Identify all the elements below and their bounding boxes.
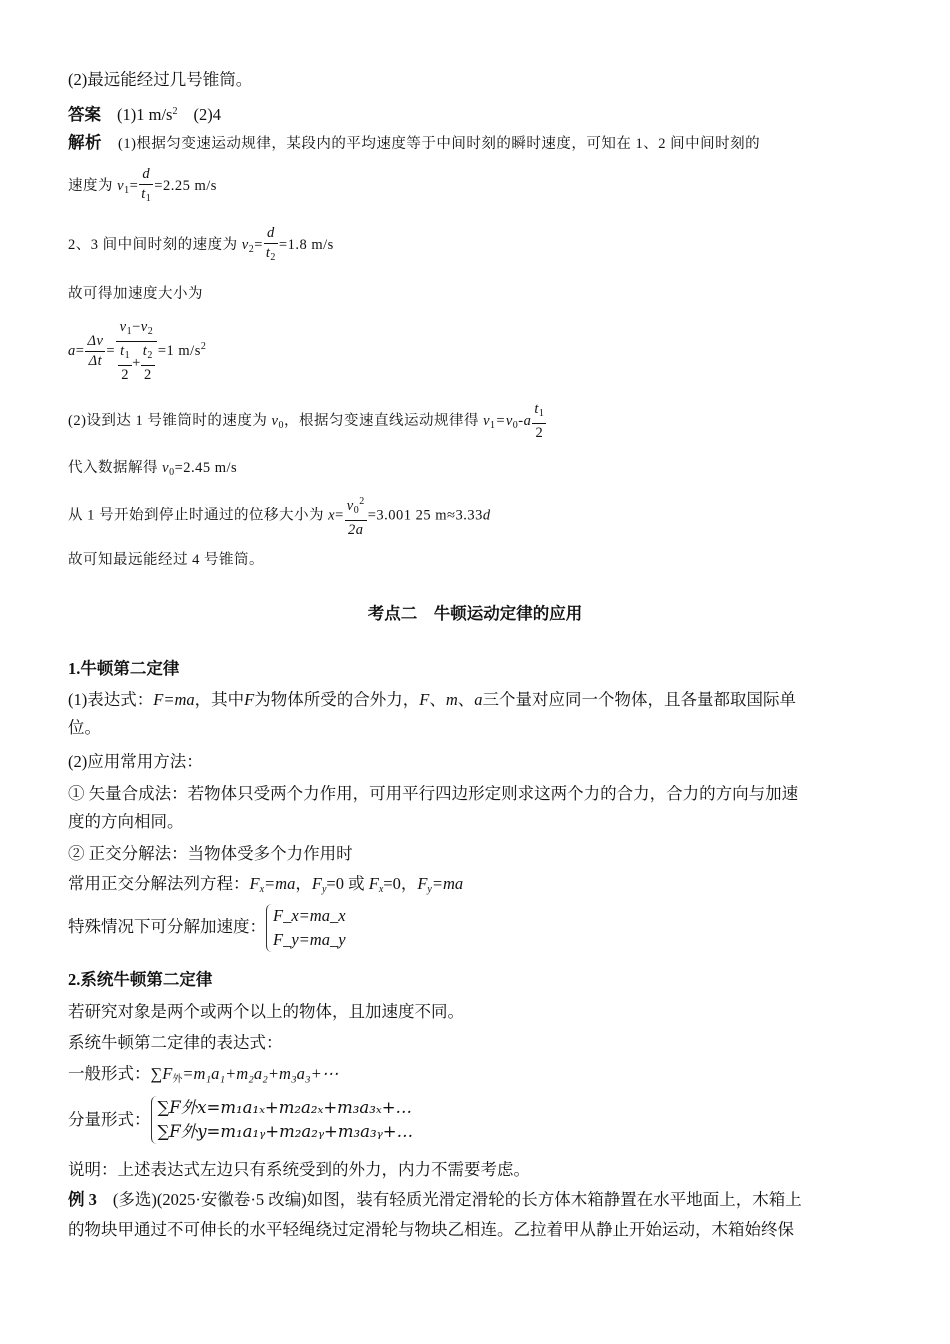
analysis-line-1: 解析 (1)根据匀变速运动规律，某段内的平均速度等于中间时刻的瞬时速度，可知在 1、2 间中间时刻的 xyxy=(68,133,761,152)
fraction-d-t2: $\frac{d}{t_2}$ xyxy=(265,225,276,263)
orthogonal-equations: 常用正交分解法列方程：$F_x=ma$，$F_y=0$ 或 $F_x=0$，$F_y=ma$ xyxy=(68,874,464,895)
component-form: 分量形式： ∑F外x=m₁a₁ₓ+m₂a₂ₓ+m₃a₃ₓ+… ∑F外y=m₁a₁ᵧ+m₂a₂ᵧ+m₃a₃ᵧ+… xyxy=(68,1096,890,1144)
system-line-2: 系统牛顿第二定律的表达式： xyxy=(68,1033,283,1052)
special-eq-x: F_x=ma_x xyxy=(273,906,346,925)
method-heading: (2)应用常用方法： xyxy=(68,752,203,771)
conclusion: 故可知最远能经过 4 号锥筒。 xyxy=(68,552,264,568)
answer-line: 答案 (1)1 $m/s^2$ (2)4 xyxy=(68,105,221,124)
expression-line: (1)表达式：F=ma，其中F为物体所受的合外力，F、m、a三个量对应同一个物体，且各量都取国际单 xyxy=(68,690,797,709)
fraction-accel: $v_1-v_2$ $\frac{t_1}{2}$ + $\frac{t_2}{2}$ xyxy=(116,318,157,385)
example-label: 例 3 xyxy=(68,1190,97,1209)
v1-formula: 速度为 $v_1=$ $\frac{d}{t_1}$ =2.25 m/s xyxy=(68,165,890,208)
question-part-2: (2)最远能经过几号锥筒。 xyxy=(68,70,253,89)
method-vector-synthesis-2: 度的方向相同。 xyxy=(68,812,184,831)
special-case: 特殊情况下可分解加速度： F_x=ma_x F_y=ma_y xyxy=(68,904,890,952)
special-eq-y: F_y=ma_y xyxy=(273,930,346,949)
heading-system-newton: 2.系统牛顿第二定律 xyxy=(68,970,213,989)
displacement-formula: 从 1 号开始到停止时通过的位移大小为 x= $\frac{v_0^2}{2a}$ =3.001 25 m≈3.33d xyxy=(68,492,890,540)
part2-formula: (2)设到达 1 号锥筒时的速度为 $v_0$，根据匀变速直线运动规律得 $v_1=v_0-a$ $\frac{t_1}{2}$ xyxy=(68,401,545,441)
example-line-1: 例 3 (多选)(2025·安徽卷·5 改编)如图，装有轻质光滑定滑轮的长方体木箱静置在水平地面上，木箱上 xyxy=(68,1190,802,1209)
component-eq-y: ∑F外y=m₁a₁ᵧ+m₂a₂ᵧ+m₃a₃ᵧ+… xyxy=(157,1122,414,1141)
general-form: 一般形式：$\sum F_外=m_1a_1+m_2a_2+m_3a_3+\cdots$ xyxy=(68,1064,339,1085)
system-line-1: 若研究对象是两个或两个以上的物体，且加速度不同。 xyxy=(68,1002,464,1021)
fraction-dv-dt: $\frac{\Delta v}{\Delta t}$ xyxy=(87,333,104,369)
brace-components xyxy=(151,1096,414,1144)
method-orthogonal: ② 正交分解法：当物体受多个力作用时 xyxy=(68,844,353,863)
brace-system xyxy=(266,904,346,952)
v0-result: 代入数据解得 $v_0=2.45$ m/s xyxy=(68,460,238,478)
method-vector-synthesis: ① 矢量合成法：若物体只受两个力作用，可用平行四边形定则求这两个力的合力，合力的方向与加速 xyxy=(68,784,799,803)
accel-formula: a= $\frac{\Delta v}{\Delta t}$ = $v_1-v_2$ $\frac{t_1}{2}$ + $\frac{t_2}{2}$ =1 $m/s^2$ xyxy=(68,319,207,383)
note: 说明：上述表达式左边只有系统受到的外力，内力不需要考虑。 xyxy=(68,1160,530,1179)
fraction-d-t1: $\frac{d}{t_1}$ xyxy=(141,166,152,204)
section-title: 考点二 牛顿运动定律的应用 xyxy=(367,604,583,623)
v2-formula: 2、3 间中间时刻的速度为 $v_2=$ $\frac{d}{t_2}$ =1.8 m/s xyxy=(68,224,890,267)
accel-text: 故可得加速度大小为 xyxy=(68,286,203,302)
heading-newton-second-law: 1.牛顿第二定律 xyxy=(68,659,180,678)
component-eq-x: ∑F外x=m₁a₁ₓ+m₂a₂ₓ+m₃a₃ₓ+… xyxy=(157,1098,413,1117)
answer-label: 答案 xyxy=(68,105,101,124)
analysis-label: 解析 xyxy=(68,133,102,152)
example-line-2: 的物块甲通过不可伸长的水平轻绳绕过定滑轮与物块乙相连。乙拉着甲从静止开始运动，木箱始终保 xyxy=(68,1220,794,1239)
expression-line-2: 位。 xyxy=(68,718,101,737)
fraction-v0sq-2a: $\frac{v_0^2}{2a}$ xyxy=(345,492,367,540)
fraction-t1-2: $\frac{t_1}{2}$ xyxy=(534,401,545,441)
